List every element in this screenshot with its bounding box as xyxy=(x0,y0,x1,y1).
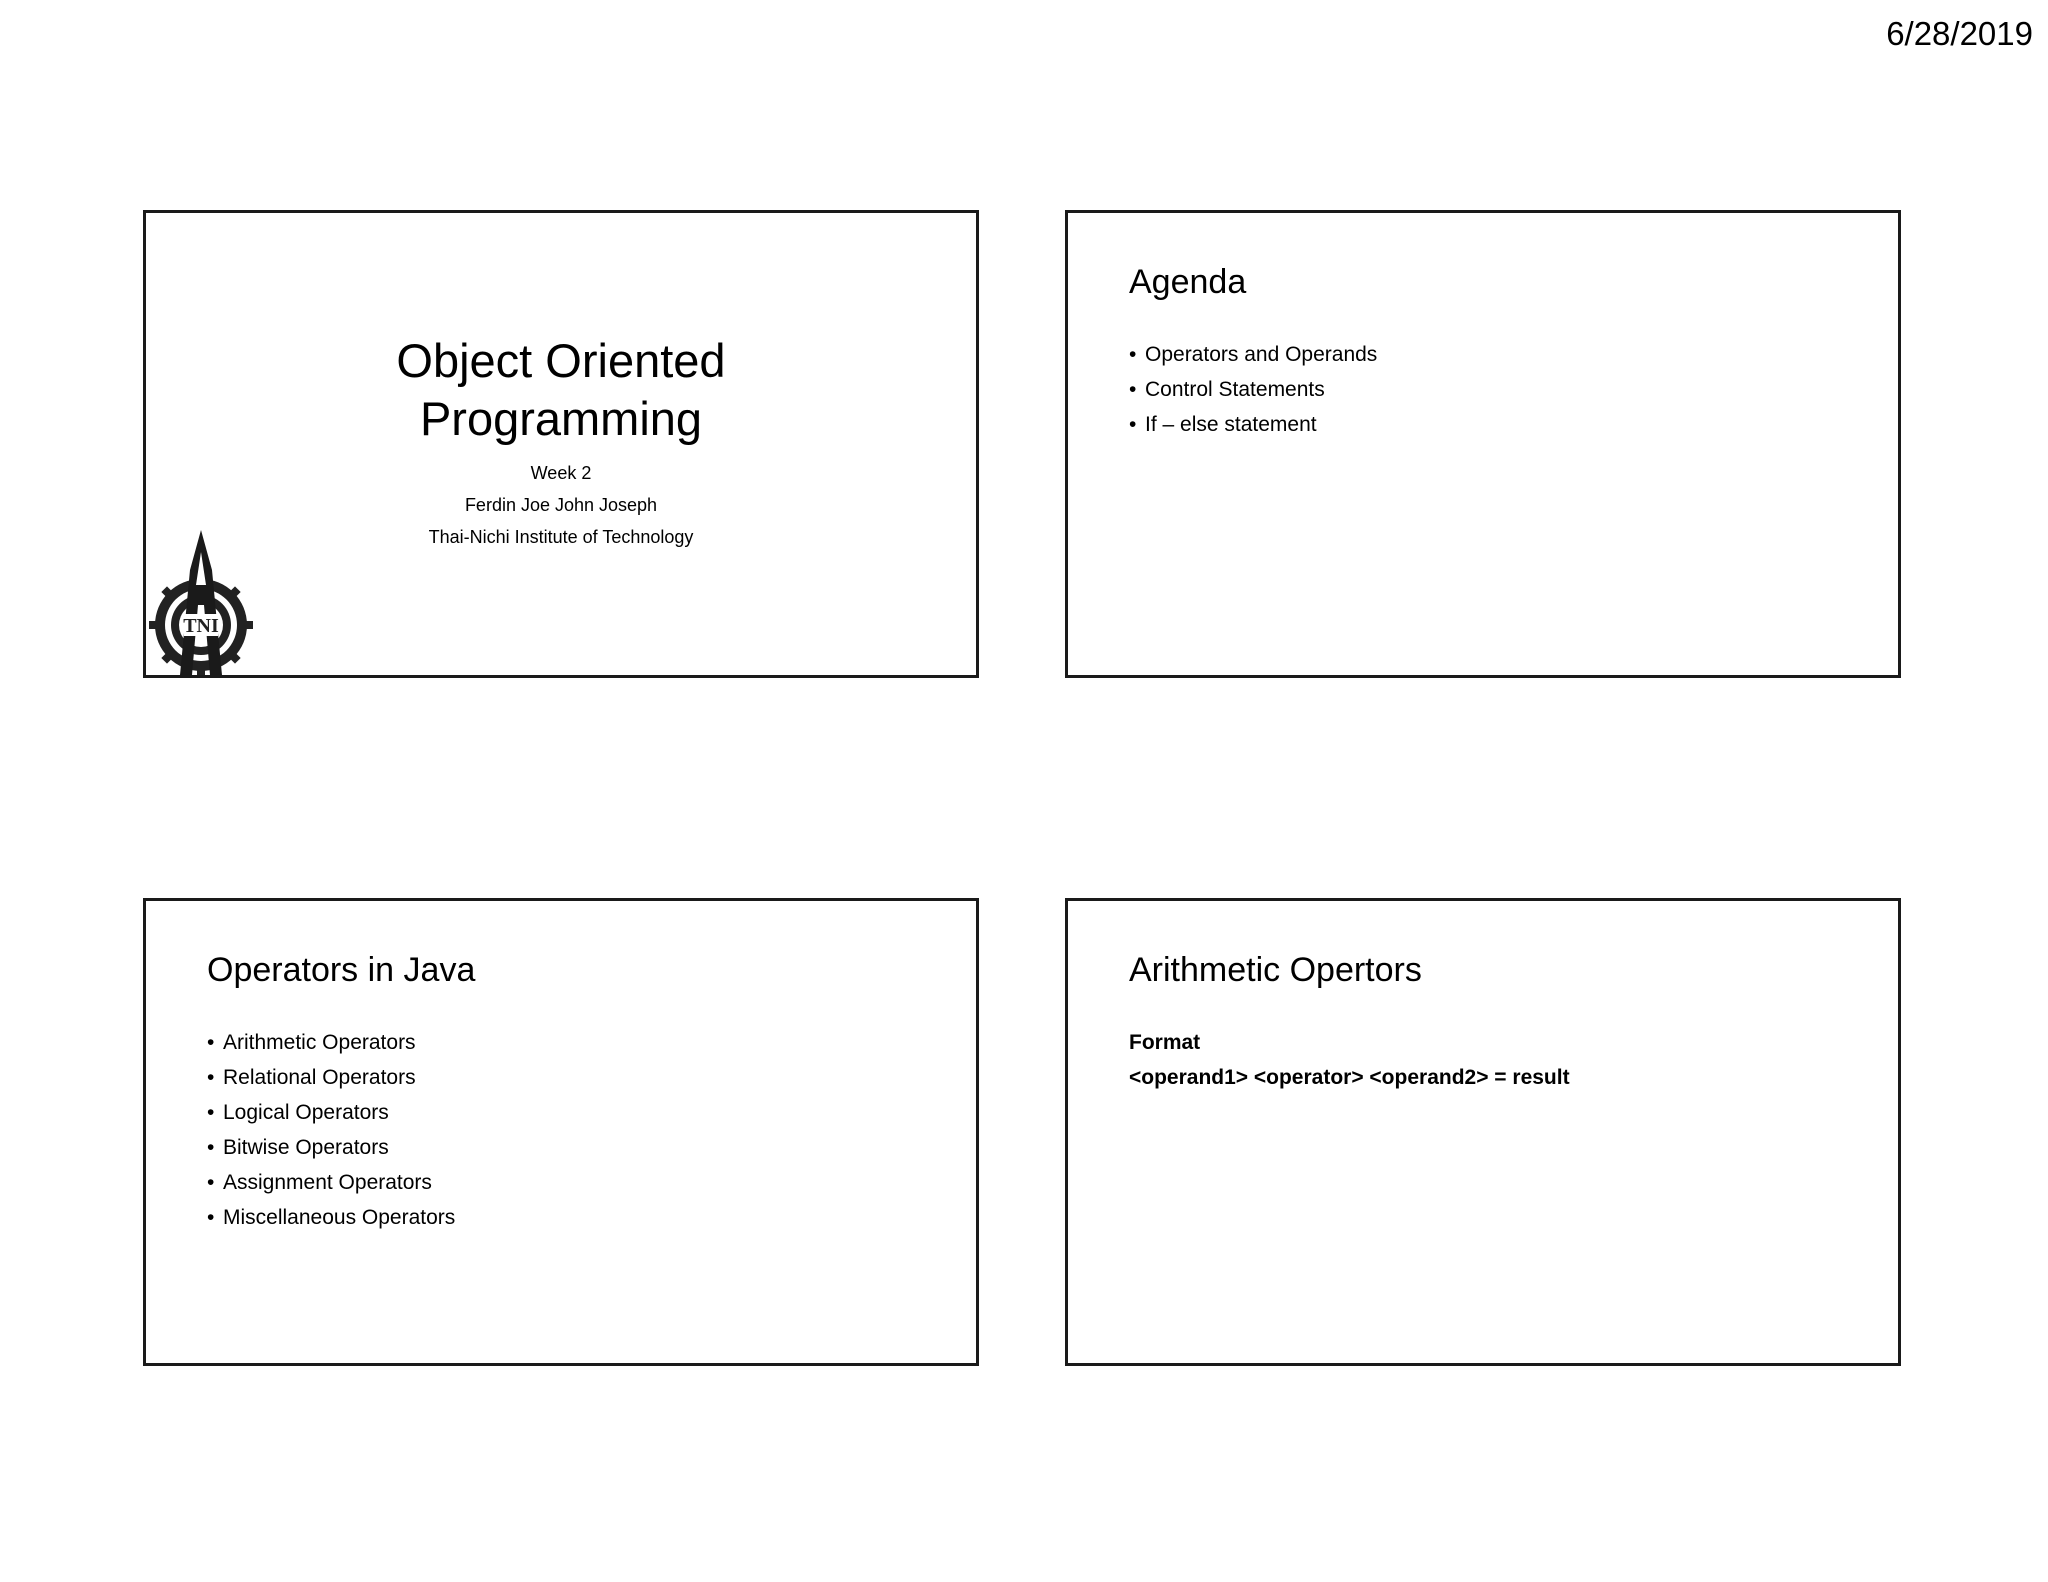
list-item: • Assignment Operators xyxy=(207,1165,455,1200)
list-item: • Bitwise Operators xyxy=(207,1130,455,1165)
list-item: • Logical Operators xyxy=(207,1095,455,1130)
bullet: • xyxy=(1129,413,1137,436)
format-expression: <operand1> <operator> <operand2> = result xyxy=(1129,1066,1570,1089)
agenda-heading: Agenda xyxy=(1129,263,1247,301)
operators-heading: Operators in Java xyxy=(207,951,476,989)
slide-title-heading xyxy=(146,332,976,448)
bullet: • xyxy=(207,1031,215,1054)
bullet: • xyxy=(1129,378,1137,401)
list-item: • Control Statements xyxy=(1129,372,1377,407)
slide-institute: Thai-Nichi Institute of Technology xyxy=(428,527,694,547)
tni-seal-logo-icon xyxy=(146,530,256,675)
bullet: • xyxy=(207,1171,215,1194)
list-item: • Operators and Operands xyxy=(1129,337,1377,372)
slide-agenda xyxy=(1065,210,1901,678)
format-label: Format xyxy=(1129,1031,1201,1054)
slide-operators xyxy=(143,898,979,1366)
logo-text: TNI xyxy=(183,615,219,637)
title-line-2: Programming xyxy=(419,392,703,445)
bullet: • xyxy=(207,1136,215,1159)
list-item: • Relational Operators xyxy=(207,1060,455,1095)
title-line-1: Object Oriented xyxy=(396,334,726,387)
slide-title xyxy=(143,210,979,678)
agenda-list xyxy=(1129,337,1377,442)
list-item: • Arithmetic Operators xyxy=(207,1025,455,1060)
operators-list xyxy=(207,1025,455,1235)
slide-author: Ferdin Joe John Joseph xyxy=(464,495,658,515)
slide-week: Week 2 xyxy=(530,463,592,483)
slide-arithmetic xyxy=(1065,898,1901,1366)
page-date: 6/28/2019 xyxy=(1886,15,2033,52)
bullet: • xyxy=(207,1101,215,1124)
bullet: • xyxy=(207,1066,215,1089)
list-item: • Miscellaneous Operators xyxy=(207,1200,455,1235)
list-item: • If – else statement xyxy=(1129,407,1377,442)
bullet: • xyxy=(1129,343,1137,366)
bullet: • xyxy=(207,1206,215,1229)
arithmetic-heading: Arithmetic Opertors xyxy=(1129,951,1422,989)
format-block xyxy=(1129,1025,1570,1095)
